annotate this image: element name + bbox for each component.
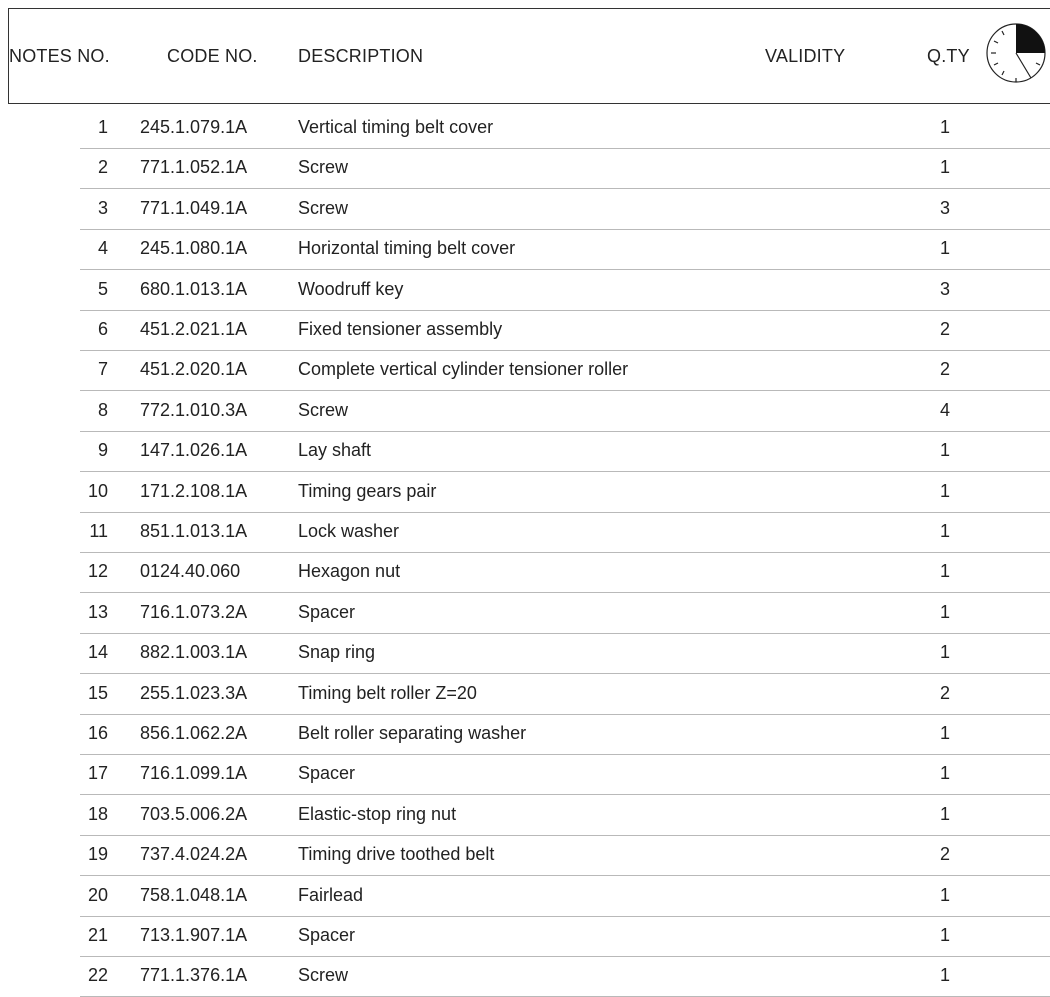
table-row	[0, 511, 1050, 553]
header-description: DESCRIPTION	[298, 46, 424, 66]
cell-description: Woodruff key	[298, 278, 404, 299]
cell-code-no: 451.2.020.1A	[140, 359, 248, 380]
cell-qty: 1	[939, 925, 950, 945]
cell-description: Fixed tensioner assembly	[298, 319, 503, 339]
header-code-no: CODE NO.	[167, 46, 258, 66]
table-row	[0, 471, 1050, 513]
table-row	[0, 390, 1050, 432]
cell-qty: 1	[939, 521, 950, 541]
cell-qty: 2	[939, 844, 950, 865]
cell-code-no: 856.1.062.2A	[140, 723, 248, 743]
cell-code-no: 716.1.099.1A	[140, 763, 248, 784]
cell-description: Complete vertical cylinder tensioner roller	[298, 359, 629, 380]
cell-notes-no: 19	[87, 844, 108, 865]
cell-qty: 1	[939, 642, 950, 663]
cell-notes-no: 3	[97, 197, 108, 218]
cell-notes-no: 21	[87, 925, 108, 945]
cell-notes-no: 12	[87, 561, 108, 582]
cell-notes-no: 13	[87, 601, 108, 622]
cell-code-no: 737.4.024.2A	[140, 844, 248, 865]
cell-code-no: 451.2.021.1A	[140, 319, 248, 339]
header-qty: Q.TY	[927, 46, 970, 66]
cell-code-no: 771.1.376.1A	[140, 965, 248, 986]
cell-notes-no: 18	[87, 803, 108, 824]
cell-description: Lock washer	[298, 521, 400, 541]
table-row	[0, 592, 1050, 634]
cell-qty: 3	[939, 278, 950, 299]
cell-qty: 1	[939, 561, 950, 582]
cell-notes-no: 5	[97, 278, 108, 299]
table-row	[0, 107, 1050, 149]
cell-notes-no: 10	[87, 480, 108, 501]
cell-description: Snap ring	[298, 642, 376, 663]
table-row	[0, 551, 1050, 593]
table-row	[0, 188, 1050, 230]
cell-qty: 2	[939, 319, 950, 339]
clock-time-icon	[984, 21, 1048, 85]
cell-description: Fairlead	[298, 884, 364, 905]
cell-code-no: 758.1.048.1A	[140, 884, 248, 905]
cell-qty: 1	[939, 965, 950, 986]
cell-description: Hexagon nut	[298, 561, 401, 582]
cell-description: Elastic-stop ring nut	[298, 803, 457, 824]
cell-qty: 1	[939, 117, 950, 137]
cell-code-no: 703.5.006.2A	[140, 803, 248, 824]
cell-qty: 1	[939, 238, 950, 259]
cell-description: Screw	[298, 965, 349, 986]
cell-code-no: 716.1.073.2A	[140, 601, 248, 622]
table-row	[0, 632, 1050, 674]
cell-qty: 1	[939, 480, 950, 501]
cell-code-no: 147.1.026.1A	[140, 440, 248, 461]
cell-qty: 3	[939, 197, 950, 218]
table-row	[0, 269, 1050, 311]
table-row	[0, 349, 1050, 391]
cell-notes-no: 11	[89, 521, 108, 541]
cell-description: Belt roller separating washer	[298, 723, 527, 743]
table-row	[0, 955, 1050, 997]
cell-description: Timing gears pair	[298, 480, 437, 501]
cell-code-no: 851.1.013.1A	[140, 521, 248, 541]
table-row	[0, 673, 1050, 715]
cell-code-no: 771.1.052.1A	[140, 157, 248, 178]
cell-code-no: 771.1.049.1A	[140, 197, 248, 218]
table-row	[0, 915, 1050, 957]
cell-notes-no: 20	[87, 884, 108, 905]
cell-notes-no: 15	[87, 682, 108, 703]
table-row	[0, 875, 1050, 917]
table-row	[0, 228, 1050, 270]
table-header	[8, 8, 1050, 104]
cell-notes-no: 22	[87, 965, 108, 986]
header-notes-no: NOTES NO.	[9, 46, 110, 66]
cell-qty: 1	[939, 763, 950, 784]
cell-code-no: 245.1.080.1A	[140, 238, 248, 259]
cell-code-no: 255.1.023.3A	[140, 682, 248, 703]
table-row	[0, 430, 1050, 472]
cell-description: Timing belt roller Z=20	[298, 682, 477, 703]
table-row	[0, 794, 1050, 836]
cell-qty: 1	[939, 157, 950, 178]
cell-notes-no: 14	[87, 642, 108, 663]
cell-qty: 1	[939, 803, 950, 824]
table-row	[0, 309, 1050, 351]
cell-description: Screw	[298, 197, 349, 218]
cell-notes-no: 17	[87, 763, 108, 784]
cell-description: Spacer	[298, 601, 356, 622]
cell-description: Spacer	[298, 763, 356, 784]
cell-description: Spacer	[298, 925, 356, 945]
cell-code-no: 882.1.003.1A	[140, 642, 248, 663]
cell-code-no: 245.1.079.1A	[140, 117, 248, 137]
cell-qty: 1	[939, 723, 950, 743]
cell-description: Horizontal timing belt cover	[298, 238, 516, 259]
cell-code-no: 171.2.108.1A	[140, 480, 248, 501]
cell-description: Screw	[298, 157, 349, 178]
cell-notes-no: 9	[97, 440, 108, 461]
cell-notes-no: 2	[97, 157, 108, 178]
cell-notes-no: 6	[97, 319, 108, 339]
cell-code-no: 680.1.013.1A	[140, 278, 248, 299]
cell-notes-no: 1	[97, 117, 108, 137]
cell-notes-no: 7	[97, 359, 108, 380]
cell-notes-no: 4	[97, 238, 108, 259]
table-row	[0, 713, 1050, 755]
table-row	[0, 753, 1050, 795]
cell-code-no: 0124.40.060	[140, 561, 241, 582]
cell-qty: 2	[939, 359, 950, 380]
table-row	[0, 834, 1050, 876]
cell-notes-no: 16	[87, 723, 108, 743]
cell-qty: 1	[939, 884, 950, 905]
cell-code-no: 772.1.010.3A	[140, 399, 248, 420]
cell-code-no: 713.1.907.1A	[140, 925, 248, 945]
cell-notes-no: 8	[97, 399, 108, 420]
table-row	[0, 147, 1050, 189]
cell-qty: 4	[939, 399, 950, 420]
cell-description: Timing drive toothed belt	[298, 844, 495, 865]
header-validity: VALIDITY	[765, 46, 846, 66]
cell-qty: 2	[939, 682, 950, 703]
cell-description: Vertical timing belt cover	[298, 117, 494, 137]
cell-description: Screw	[298, 399, 349, 420]
cell-qty: 1	[939, 601, 950, 622]
cell-description: Lay shaft	[298, 440, 372, 461]
cell-qty: 1	[939, 440, 950, 461]
